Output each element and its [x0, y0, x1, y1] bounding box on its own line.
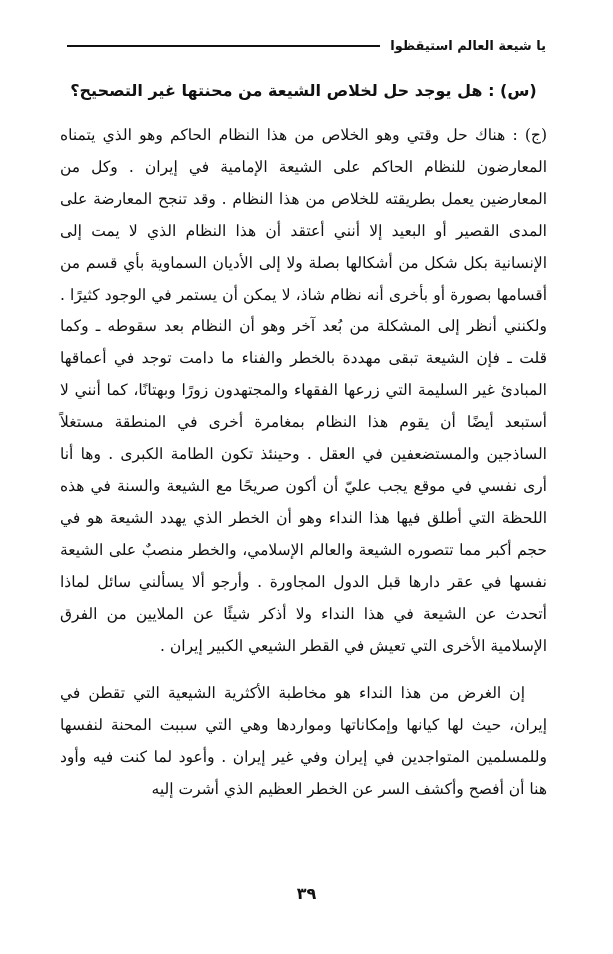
header-rule [67, 45, 380, 47]
second-paragraph: إن الغرض من هذا النداء هو مخاطبة الأكثرية الشيعية التي تقطن في إيران، حيث لها كيانها وإمكاناتها ومواردها وهي التي سببت المحنة لنفسها وللمسلمين المتواجدين في إيران وفي غير إيران . وأعود لما كنت فيه وأود هنا أن أفصح وأكشف السر عن الخطر العظيم الذي أشرت إليه [60, 684, 547, 799]
page-number: ٣٩ [296, 884, 317, 903]
question-heading: (س) : هل يوجد حل لخلاص الشيعة من محنتها غير التصحيح؟ [70, 81, 537, 100]
running-header [67, 34, 546, 58]
running-title: يا شيعة العالم استيقظوا [390, 38, 546, 54]
answer-paragraph: (ج) : هناك حل وقتي وهو الخلاص من هذا النظام الحاكم وهو الذي يتمناه المعارضون للنظام الحاكم على الشيعة الإمامية في إيران . وكل من المعارضين يعمل بطريقته للخلاص من هذا النظام . وقد تنجح المعارضة على المدى القصير أو البعيد إلا أنني أعتقد أن هذا النظام الذي لا يمت إلى الإنسانية بكل شكل من أشكالها بصلة ولا إلى الأديان السماوية بأي قسم من أقسامها بصورة أو بأخرى أنه نظام شاذ، لا يمكن أن يستمر في الوجود كثيرًا . ولكنني أنظر إلى المشكلة من بُعد آخر وهو أن النظام بعد سقوطه ـ وكما قلت ـ فإن الشيعة تبقى مهددة بالخطر والفناء ما دامت توجد في أعماقها المبادئ غير السليمة التي زرعها الفقهاء والمجتهدون زورًا وبهتانًا، كما أنني لا أستبعد أيضًا أن يقوم هذا النظام بمغامرة أخرى في المنطقة مستغلاً الساذجين والمستضعفين في العقل . وحينئذ تكون الطامة الكبرى . وها أنا أرى نفسي في موقع يجب عليّ أن أكون صريحًا مع الشيعة والسنة في هذه اللحظة التي أطلق فيها هذا النداء وهو أن الخطر الذي يهدد الشيعة هو في حجم أكبر مما تتصوره الشيعة والعالم الإسلامي، والخطر منصبٌ على الشيعة نفسها في عقر دارها قبل الدول المجاورة . وأرجو ألا يسألني سائل لماذا أتحدث عن الشيعة في هذا النداء ولا أذكر شيئًا عن الملايين من الفرق الإسلامية الأخرى التي تعيش في القطر الشيعي الكبير إيران . [60, 126, 547, 655]
body-text [60, 72, 547, 806]
